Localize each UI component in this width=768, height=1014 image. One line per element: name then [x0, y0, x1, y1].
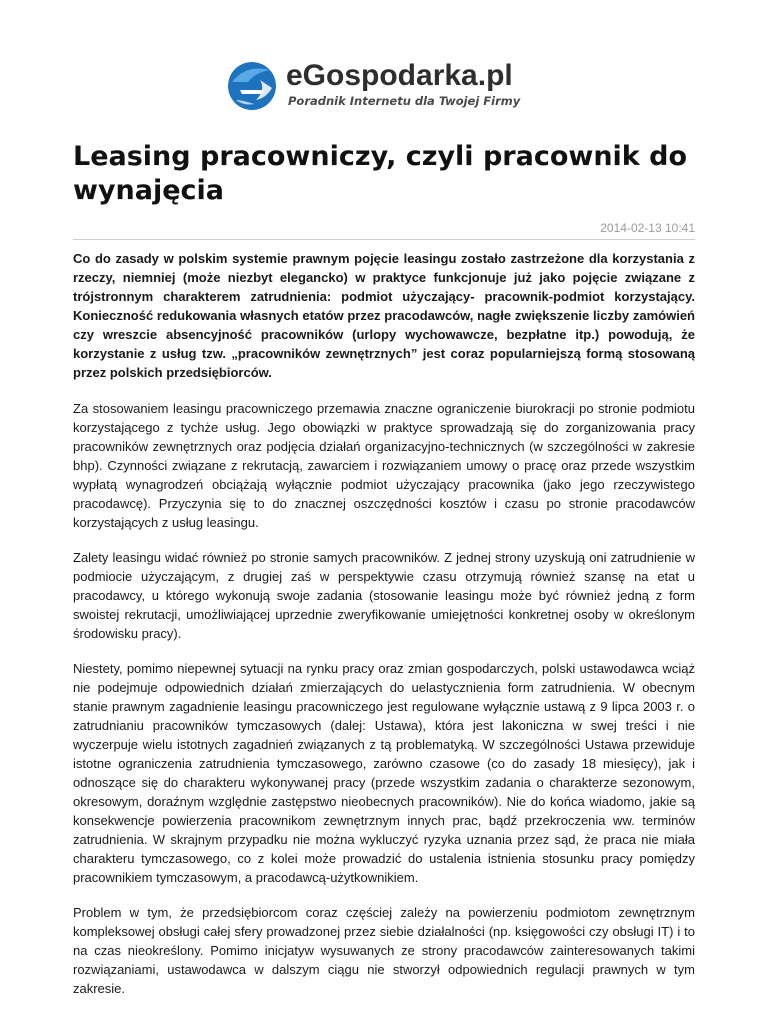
article-paragraph-4: Problem w tym, że przedsiębiorcom coraz częściej zależy na powierzeniu podmiotom zewnętrznym kompleksowej obsługi całej sfery prowadzonej przez siebie działalności (np. księgowości czy obsługi IT) i to na czas nieokreślony. Pomimo inicjatyw wysuwanych ze strony pracodawców zainteresowanych takimi rozwiązaniami, ustawodawca w dalszym ciągu nie stworzył odpowiednich regulacji prawnych w tym zakresie.	[73, 905, 695, 996]
article-paragraph-3: Niestety, pomimo niepewnej sytuacji na rynku pracy oraz zmian gospodarczych, polski ustawodawca wciąż nie podejmuje odpowiednich działań zmierzających do uelastycznienia form zatrudnienia. W obecnym stanie prawnym zagadnienie leasingu pracowniczego jest regulowane wyłącznie ustawą z 9 lipca 2003 r. o zatrudnianiu pracowników tymczasowych (dalej: Ustawa), która jest lakoniczna w swej treści i nie wyczerpuje wielu istotnych zagadnień związanych z tą problematyką. W szczególności Ustawa przewiduje istotne ograniczenia zatrudnienia tymczasowego, zarówno czasowe (co do zasady 18 miesięcy), jak i odnoszące się do charakteru wykonywanej pracy (przede wszystkim zadania o charakterze sezonowym, okresowym, doraźnym względnie zastępstwo nieobecnych pracowników). Nie do końca wiadomo, jakie są konsekwencje powierzenia pracownikom zewnętrznym innych prac, bądź przekroczenia ww. terminów zatrudnienia. W skrajnym przypadku nie można wykluczyć ryzyka uznania przez sąd, że praca nie miała charakteru tymczasowego, co z kolei może prowadzić do ustalenia istnienia stosunku pracy pomiędzy pracownikiem tymczasowym, a pracodawcą-użytkownikiem.	[73, 661, 695, 885]
logo-name: eGospodarka.pl	[286, 59, 513, 92]
article-lead: Co do zasady w polskim systemie prawnym pojęcie leasingu zostało zastrzeżone dla korzystania z rzeczy, niemniej (może niezbyt elegancko) w praktyce funkcjonuje już jako pojęcie związane z trójstronnym charakterem zatrudnienia: podmiot użyczający- pracownik-podmiot korzystający. Konieczność redukowania własnych etatów przez pracodawców, nagłe zwiększenie liczby zamówień czy wreszcie absencyjność pracowników (urlopy wychowawcze, bezpłatne itp.) powodują, że korzystanie z usług tzw. „pracowników zewnętrznych” jest coraz popularniejszą formą stosowaną przez polskich przedsiębiorców.	[73, 251, 695, 380]
title-divider	[73, 239, 695, 240]
egospodarka-logo-icon	[226, 60, 278, 112]
article-date: 2014-02-13 10:41	[600, 221, 695, 235]
site-logo[interactable]	[226, 58, 566, 116]
article-body	[73, 249, 695, 1014]
article-paragraph-1: Za stosowaniem leasingu pracowniczego przemawia znaczne ograniczenie biurokracji po stronie podmiotu korzystającego z tychże usług. Jego obowiązki w praktyce sprowadzają się do zorganizowania pracy pracowników zewnętrznych oraz podjęcia działań organizacyjno-technicznych (w szczególności w zakresie bhp). Czynności związane z rekrutacją, zawarciem i rozwiązaniem umowy o pracę oraz przede wszystkim wypłatą wynagrodzeń obciążają wyłącznie podmiot użyczający pracownika (jako jego rzeczywistego pracodawcę). Przyczynia się to do znacznej oszczędności kosztów i czasu po stronie pracodawców korzystających z usług leasingu.	[73, 401, 695, 530]
logo-tagline: Poradnik Internetu dla Twojej Firmy	[288, 94, 521, 108]
article-paragraph-2: Zalety leasingu widać również po stronie samych pracowników. Z jednej strony uzyskują oni zatrudnienie w podmiocie użyczającym, z drugiej zaś w perspektywie czasu otrzymują również szansę na etat u pracodawcy, u którego wykonują swoje zadania (stosowanie leasingu może być również jedną z form swoistej rekrutacji, umożliwiającej uprzednie zweryfikowanie umiejętności konkretnej osoby w określonym środowisku pracy).	[73, 550, 695, 641]
article-title: Leasing pracowniczy, czyli pracownik do wynajęcia	[73, 141, 688, 206]
